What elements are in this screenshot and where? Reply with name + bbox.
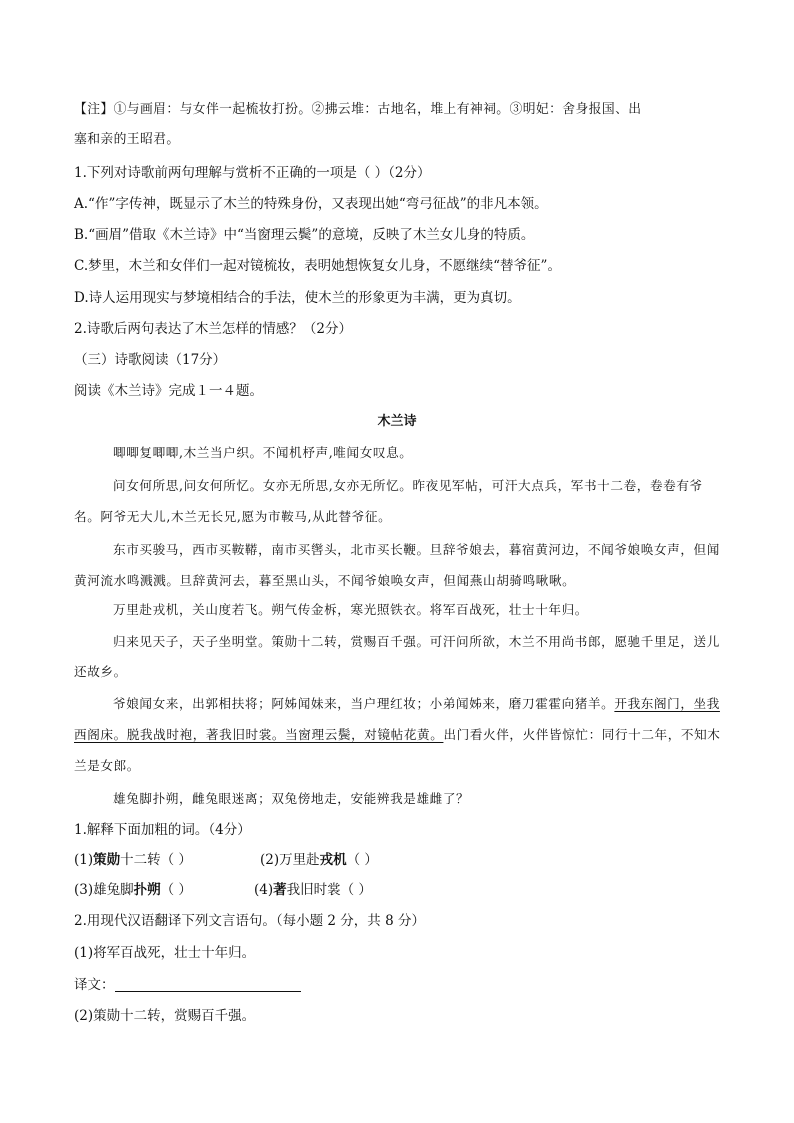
- vocab-item-3-number: (3)雄兔脚: [74, 882, 134, 898]
- poem-title: 木兰诗: [377, 414, 417, 429]
- poem-para-3-line-1: 东市买骏马，西市买鞍鞯，南市买辔头，北市买长鞭。旦辞爷娘去，暮宿黄河边，不闻爷娘唤女声，但闻: [113, 542, 720, 557]
- reading-instruction: 阅读《木兰诗》完成１一４题。: [74, 383, 263, 399]
- poem-para-6-underlined: 开我东阁门，坐我: [614, 696, 720, 711]
- translation-label: 译文：: [74, 977, 115, 993]
- vocab-item-4: [254, 882, 372, 898]
- option-d: D.诗人运用现实与梦境相结合的手法，使木兰的形象更为丰满，更为真切。: [74, 290, 521, 306]
- translation-answer-blank[interactable]: [115, 977, 301, 992]
- poem-para-4: 万里赴戎机，关山度若飞。朔气传金柝，寒光照铁衣。将军百战死，壮士十年归。: [113, 602, 588, 617]
- translate-sentence-2: (2)策勋十二转，赏赐百千强。: [74, 1008, 256, 1024]
- vocab-item-1-number: (1): [74, 852, 94, 868]
- vocab-item-4-rest: 我旧时裳（ ）: [286, 882, 372, 898]
- poem-para-7: 雄兔脚扑朔，雌兔眼迷离；双兔傍地走，安能辨我是雄雌了？: [113, 791, 470, 806]
- vocab-item-4-bold: 著: [273, 882, 287, 898]
- poem-para-6-line-2: [74, 725, 722, 745]
- note-line-2: 塞和亲的王昭君。: [74, 132, 180, 147]
- poem-para-6-line-3: 兰是女郎。: [74, 758, 140, 773]
- vocab-row-2: [74, 880, 722, 900]
- question-2-stem: 2.诗歌后两句表达了木兰怎样的情感？（2分）: [74, 321, 352, 337]
- vocab-item-1: [74, 850, 260, 870]
- note-line-1: 【注】①与画眉：与女伴一起梳妆打扮。②拂云堆：古地名，堆上有神祠。③明妃：舍身报国、出: [74, 102, 642, 117]
- vocab-item-2-rest: （ ）: [346, 852, 378, 868]
- option-b: B.“画眉”借取《木兰诗》中“当窗理云鬓”的意境，反映了木兰女儿身的特质。: [74, 227, 535, 243]
- vocab-item-4-number: (4): [254, 882, 274, 898]
- vocab-item-1-bold: 策勋: [93, 852, 121, 868]
- question-1-stem: 1.下列对诗歌前两句理解与赏析不正确的一项是（ ）（2分）: [74, 165, 431, 181]
- poem-para-1: 唧唧复唧唧,木兰当户织。不闻机杼声,唯闻女叹息。: [113, 445, 413, 460]
- vocab-question-stem: 1.解释下面加粗的词。（4分）: [74, 822, 251, 838]
- vocab-item-3-rest: （ ）: [160, 882, 192, 898]
- poem-para-6-line-1: [113, 694, 722, 714]
- vocab-row-1: [74, 850, 722, 870]
- vocab-item-3: [74, 880, 254, 900]
- poem-para-3-line-2: 黄河流水鸣溅溅。旦辞黄河去，暮至黑山头，不闻爷娘唤女声，但闻燕山胡骑鸣啾啾。: [74, 573, 576, 588]
- vocab-item-2-bold: 戎机: [319, 852, 347, 868]
- option-a: A.“作”字传神，既显示了木兰的特殊身份，又表现出她“弯弓征战”的非凡本领。: [74, 196, 548, 212]
- vocab-item-3-bold: 扑朔: [133, 882, 161, 898]
- poem-para-6-underlined-2: 西阁床。脱我战时袍，著我旧时裳。当窗理云鬓，对镜帖花黄。: [74, 727, 444, 742]
- vocab-item-1-rest: 十二转（ ）: [120, 852, 192, 868]
- translate-question-stem: 2.用现代汉语翻译下列文言语句。（每小题 2 分，共 8 分）: [74, 913, 425, 929]
- poem-para-6-plain-2: 出门看火伴，火伴皆惊忙：同行十二年，不知木: [443, 727, 721, 742]
- vocab-item-2-number: (2)万里赴: [260, 852, 320, 868]
- translate-sentence-1: (1)将军百战死，壮士十年归。: [74, 945, 256, 961]
- section-heading: （三）诗歌阅读（17分）: [74, 352, 227, 368]
- vocab-item-2: [260, 852, 378, 868]
- poem-para-5-line-1: 归来见天子，天子坐明堂。策勋十二转，赏赐百千强。可汗问所欲，木兰不用尚书郎，愿驰千里足，送儿: [113, 634, 720, 649]
- option-c: C.梦里，木兰和女伴们一起对镜梳妆，表明她想恢复女儿身，不愿继续“替爷征”。: [74, 258, 561, 274]
- poem-para-2-line-1: 问女何所思,问女何所忆。女亦无所思,女亦无所忆。昨夜见军帖，可汗大点兵，军书十二卷，卷卷有爷: [113, 478, 703, 493]
- poem-para-2-line-2: 名。阿爷无大儿,木兰无长兄,愿为市鞍马,从此替爷征。: [74, 509, 392, 524]
- poem-para-5-line-2: 还故乡。: [74, 664, 127, 679]
- poem-para-6-plain: 爷娘闻女来，出郭相扶将；阿姊闻妹来，当户理红妆；小弟闻姊来，磨刀霍霍向猪羊。: [113, 696, 615, 711]
- translation-answer-row: [74, 975, 722, 995]
